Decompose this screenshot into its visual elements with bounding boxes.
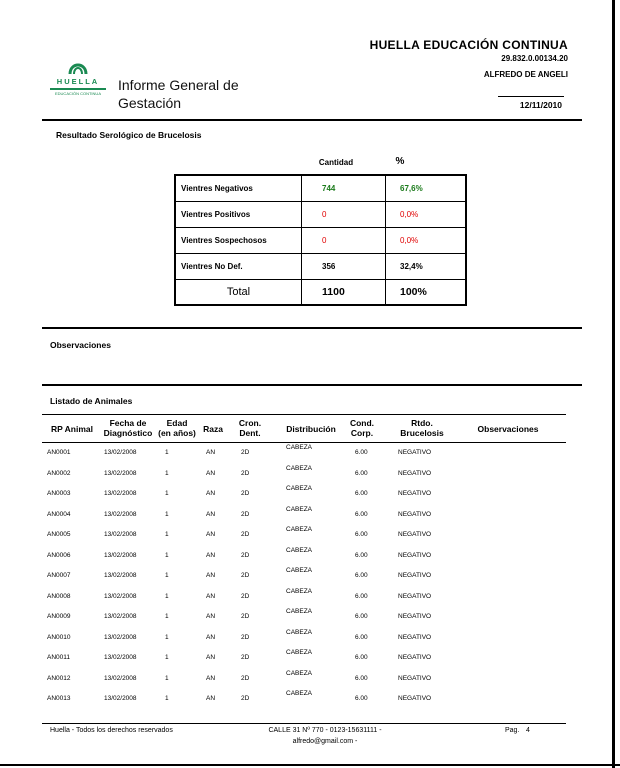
animal-rp: AN0007 xyxy=(47,572,71,579)
animal-dist: CABEZA xyxy=(286,567,313,574)
animal-cond: 6.00 xyxy=(355,490,368,497)
animal-fecha: 13/02/2008 xyxy=(104,592,137,600)
animal-cron: 2D xyxy=(241,469,250,477)
animal-dist: CABEZA xyxy=(286,546,313,554)
serology-total-pct: 100% xyxy=(386,280,467,306)
footer-page-number: 4 xyxy=(526,727,530,734)
animal-cond: 6.00 xyxy=(355,613,368,620)
col-observaciones: Observaciones xyxy=(477,424,539,434)
animal-dist: CABEZA xyxy=(286,444,313,451)
animal-row xyxy=(0,690,620,715)
col-cron-dent xyxy=(230,418,270,438)
animal-rp: AN0001 xyxy=(47,449,71,456)
animal-fecha: 13/02/2008 xyxy=(104,572,137,579)
header-divider xyxy=(42,119,582,121)
report-date: 12/11/2010 xyxy=(519,100,562,110)
logo-divider xyxy=(50,88,106,90)
date-underline xyxy=(498,96,564,97)
animal-edad: 1 xyxy=(165,592,169,600)
serology-label: Vientres Negativos xyxy=(175,175,302,202)
animal-rtdo: NEGATIVO xyxy=(398,510,432,518)
animal-edad: 1 xyxy=(165,613,169,620)
observations-divider xyxy=(42,384,582,386)
animal-rp: AN0005 xyxy=(47,531,71,538)
serology-pct: 0,0% xyxy=(386,228,467,254)
footer-page-label: Pag. xyxy=(505,727,520,734)
footer-address: CALLE 31 Nº 770 - 0123-15631111 - xyxy=(268,727,382,734)
serology-table xyxy=(174,174,467,306)
animal-dist: CABEZA xyxy=(286,649,313,656)
animal-fecha: 13/02/2008 xyxy=(104,633,137,641)
animal-fecha: 13/02/2008 xyxy=(104,674,137,682)
animals-header-rule xyxy=(42,442,566,443)
animal-rtdo: NEGATIVO xyxy=(398,633,432,641)
animal-edad: 1 xyxy=(165,490,169,497)
company-name: HUELLA EDUCACIÓN CONTINUA xyxy=(369,38,568,52)
animal-rp: AN0010 xyxy=(47,633,71,641)
animal-cron: 2D xyxy=(241,633,250,641)
animal-edad: 1 xyxy=(165,469,169,477)
animal-dist: CABEZA xyxy=(286,669,313,677)
animal-rtdo: NEGATIVO xyxy=(398,490,432,497)
animal-dist: CABEZA xyxy=(286,505,313,513)
page-edge-bottom xyxy=(0,764,620,766)
animal-cron: 2D xyxy=(241,572,250,579)
serology-row xyxy=(175,254,466,280)
animal-cond: 6.00 xyxy=(355,592,368,600)
col-edad-line1: Edad xyxy=(166,418,188,428)
animal-cond: 6.00 xyxy=(355,695,368,702)
animal-edad: 1 xyxy=(165,551,169,559)
animal-raza: AN xyxy=(206,490,216,497)
animal-rtdo: NEGATIVO xyxy=(398,572,432,579)
animal-rp: AN0011 xyxy=(47,654,71,661)
animal-dist: CABEZA xyxy=(286,485,313,492)
serology-title: Resultado Serológico de Brucelosis xyxy=(56,130,202,140)
col-fecha-line2: Diagnóstico xyxy=(103,428,153,438)
animal-fecha: 13/02/2008 xyxy=(104,449,137,456)
owner-name: ALFREDO DE ANGELI xyxy=(483,70,568,79)
serology-row xyxy=(175,228,466,254)
animal-fecha: 13/02/2008 xyxy=(104,654,137,661)
animal-cron: 2D xyxy=(241,449,250,456)
animal-cond: 6.00 xyxy=(355,510,368,518)
animal-fecha: 13/02/2008 xyxy=(104,695,137,702)
animal-rp: AN0013 xyxy=(47,695,71,702)
col-cond-corp xyxy=(342,418,382,438)
animal-dist: CABEZA xyxy=(286,690,313,697)
col-rp-animal: RP Animal xyxy=(50,424,94,434)
serology-label: Vientres Positivos xyxy=(175,202,302,228)
huella-logo xyxy=(46,56,110,96)
col-distribucion: Distribución xyxy=(286,424,336,434)
animal-rtdo: NEGATIVO xyxy=(398,592,432,600)
animal-edad: 1 xyxy=(165,695,169,702)
footer-rule xyxy=(42,723,566,724)
animal-cond: 6.00 xyxy=(355,551,368,559)
report-title-line1: Informe General de xyxy=(118,77,239,93)
animal-dist: CABEZA xyxy=(286,526,313,533)
animal-cond: 6.00 xyxy=(355,531,368,538)
report-title-line2: Gestación xyxy=(118,95,182,111)
serology-pct-header: % xyxy=(395,156,405,167)
serology-count: 0 xyxy=(302,228,386,254)
col-fecha-line1: Fecha de xyxy=(109,418,147,428)
animal-rp: AN0003 xyxy=(47,490,71,497)
animal-raza: AN xyxy=(206,674,216,682)
animal-edad: 1 xyxy=(165,654,169,661)
animal-edad: 1 xyxy=(165,633,169,641)
animal-cron: 2D xyxy=(241,654,250,661)
animal-rp: AN0009 xyxy=(47,613,71,620)
animal-rp: AN0004 xyxy=(47,510,71,518)
animal-edad: 1 xyxy=(165,510,169,518)
col-fecha-diagnostico xyxy=(98,418,158,438)
logo-subtitle: EDUCACIÓN CONTINUA xyxy=(54,91,101,96)
col-rtdo-line1: Rtdo. xyxy=(411,418,433,428)
animals-title: Listado de Animales xyxy=(50,396,133,406)
animal-raza: AN xyxy=(206,449,216,456)
serology-pct: 0,0% xyxy=(386,202,467,228)
serology-total-count: 1100 xyxy=(302,280,386,306)
animal-raza: AN xyxy=(206,613,216,620)
animal-cron: 2D xyxy=(241,510,250,518)
animal-edad: 1 xyxy=(165,531,169,538)
animal-rp: AN0012 xyxy=(47,674,71,682)
footer-rights: Huella - Todos los derechos reservados xyxy=(50,727,173,734)
huella-logo-icon xyxy=(66,56,90,76)
animal-cron: 2D xyxy=(241,592,250,600)
animal-dist: CABEZA xyxy=(286,608,313,615)
logo-text: HUELLA xyxy=(56,77,100,86)
animal-cond: 6.00 xyxy=(355,633,368,641)
animal-cond: 6.00 xyxy=(355,674,368,682)
animal-cron: 2D xyxy=(241,531,250,538)
animal-rtdo: NEGATIVO xyxy=(398,531,432,538)
animal-raza: AN xyxy=(206,654,216,661)
establishment-code: 29.832.0.00134.20 xyxy=(501,54,568,63)
col-cron-line2: Dent. xyxy=(239,428,261,438)
animal-raza: AN xyxy=(206,572,216,579)
animal-cron: 2D xyxy=(241,613,250,620)
report-title xyxy=(118,76,278,112)
animal-raza: AN xyxy=(206,469,216,477)
animal-raza: AN xyxy=(206,510,216,518)
animal-raza: AN xyxy=(206,592,216,600)
col-cron-line1: Cron. xyxy=(238,418,262,428)
animal-cron: 2D xyxy=(241,674,250,682)
animal-edad: 1 xyxy=(165,449,169,456)
animals-title-rule xyxy=(42,414,566,415)
serology-count: 744 xyxy=(302,175,386,202)
serology-pct: 32,4% xyxy=(386,254,467,280)
animal-fecha: 13/02/2008 xyxy=(104,510,137,518)
col-rtdo-brucelosis xyxy=(390,418,454,438)
serology-row xyxy=(175,202,466,228)
col-rtdo-line2: Brucelosis xyxy=(400,428,444,438)
serology-total-row xyxy=(175,280,466,306)
animal-rp: AN0006 xyxy=(47,551,71,559)
animal-fecha: 13/02/2008 xyxy=(104,551,137,559)
animal-cron: 2D xyxy=(241,695,250,702)
serology-row xyxy=(175,175,466,202)
animal-cond: 6.00 xyxy=(355,572,368,579)
animal-fecha: 13/02/2008 xyxy=(104,613,137,620)
footer-email: alfredo@gmail.com - xyxy=(292,738,358,745)
serology-divider xyxy=(42,327,582,329)
animal-rtdo: NEGATIVO xyxy=(398,551,432,559)
animal-fecha: 13/02/2008 xyxy=(104,531,137,538)
animal-rtdo: NEGATIVO xyxy=(398,613,432,620)
animal-rtdo: NEGATIVO xyxy=(398,469,432,477)
serology-count-header: Cantidad xyxy=(318,158,354,167)
serology-total-label: Total xyxy=(175,280,302,306)
observations-title: Observaciones xyxy=(50,340,111,350)
animal-cron: 2D xyxy=(241,490,250,497)
animal-raza: AN xyxy=(206,551,216,559)
serology-count: 0 xyxy=(302,202,386,228)
animal-rtdo: NEGATIVO xyxy=(398,695,432,702)
col-edad-line2: (en años) xyxy=(158,428,196,438)
animal-rtdo: NEGATIVO xyxy=(398,654,432,661)
animal-dist: CABEZA xyxy=(286,464,313,472)
animal-rp: AN0008 xyxy=(47,592,71,600)
animal-dist: CABEZA xyxy=(286,587,313,595)
serology-label: Vientres No Def. xyxy=(175,254,302,280)
animal-raza: AN xyxy=(206,695,216,702)
animal-cond: 6.00 xyxy=(355,654,368,661)
col-cond-line1: Cond. xyxy=(349,418,375,428)
col-edad xyxy=(154,418,200,438)
animal-rp: AN0002 xyxy=(47,469,71,477)
animal-rtdo: NEGATIVO xyxy=(398,674,432,682)
animal-fecha: 13/02/2008 xyxy=(104,490,137,497)
animal-rtdo: NEGATIVO xyxy=(398,449,432,456)
animal-cond: 6.00 xyxy=(355,449,368,456)
serology-label: Vientres Sospechosos xyxy=(175,228,302,254)
animal-fecha: 13/02/2008 xyxy=(104,469,137,477)
serology-pct: 67,6% xyxy=(386,175,467,202)
animal-dist: CABEZA xyxy=(286,628,313,636)
col-raza: Raza xyxy=(203,424,223,434)
animal-cron: 2D xyxy=(241,551,250,559)
animal-cond: 6.00 xyxy=(355,469,368,477)
col-cond-line2: Corp. xyxy=(350,428,374,438)
animal-raza: AN xyxy=(206,633,216,641)
serology-count: 356 xyxy=(302,254,386,280)
animal-edad: 1 xyxy=(165,572,169,579)
animal-edad: 1 xyxy=(165,674,169,682)
animal-raza: AN xyxy=(206,531,216,538)
